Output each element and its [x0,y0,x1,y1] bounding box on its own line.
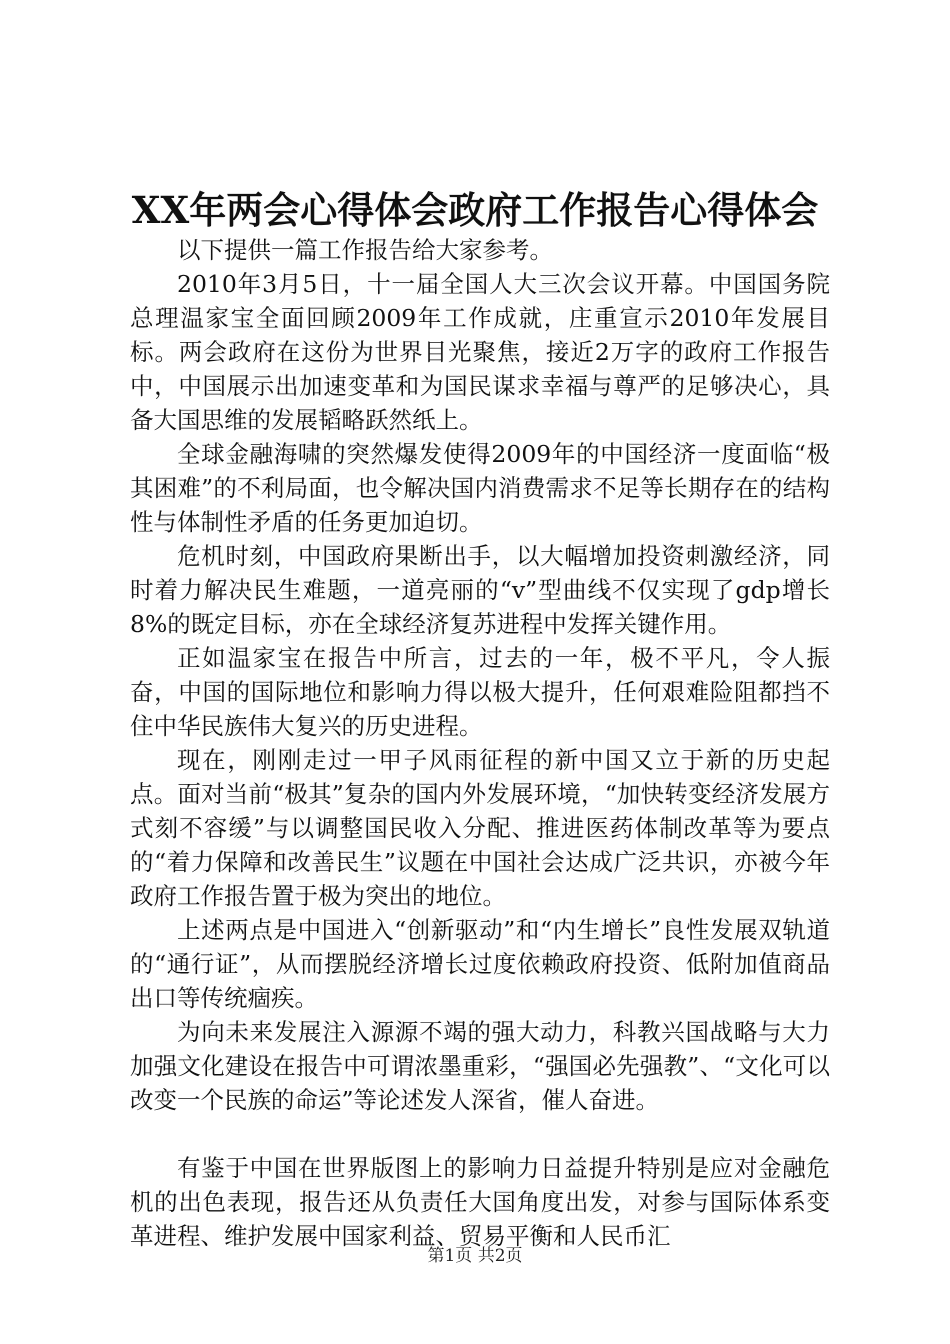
paragraph-opening: 2010年3月5日，十一届全国人大三次会议开幕。中国国务院总理温家宝全面回顾2009年工作成就，庄重宣示2010年发展目标。两会政府在这份为世界目光聚焦，接近2万字的政府工作报告中，中国展示出加速变革和为国民谋求幸福与尊严的足够决心，具备大国思维的发展韬略跃然纸上。 [130,270,830,434]
paragraph-education-culture: 为向未来发展注入源源不竭的强大动力，科教兴国战略与大力加强文化建设在报告中可谓浓墨重彩，“强国必先强教”、“文化可以改变一个民族的命运”等论述发人深省，催人奋进。 [130,1018,830,1114]
paragraph-financial-crisis: 全球金融海啸的突然爆发使得2009年的中国经济一度面临“极其困难”的不利局面，也令解决国内消费需求不足等长期存在的结构性与体制性矛盾的任务更加迫切。 [130,440,830,536]
paragraph-intro: 以下提供一篇工作报告给大家参考。 [177,236,553,264]
paragraph-dual-track: 上述两点是中国进入“创新驱动”和“内生增长”良性发展双轨道的“通行证”，从而摆脱经济增长过度依赖政府投资、低附加值商品出口等传统痼疾。 [130,916,830,1012]
paragraph-wen-jiabao-quote: 正如温家宝在报告中所言，过去的一年，极不平凡，令人振奋，中国的国际地位和影响力得以极大提升，任何艰难险阻都挡不住中华民族伟大复兴的历史进程。 [130,644,830,740]
document-title: XX年两会心得体会政府工作报告心得体会 [131,188,819,232]
document-body [130,233,830,1253]
paragraph-government-response: 危机时刻，中国政府果断出手，以大幅增加投资刺激经济，同时着力解决民生难题，一道亮丽的“v”型曲线不仅实现了gdp增长8%的既定目标，亦在全球经济复苏进程中发挥关键作用。 [130,542,830,638]
paragraph-new-starting-point: 现在，刚刚走过一甲子风雨征程的新中国又立于新的历史起点。面对当前“极其”复杂的国内外发展环境，“加快转变经济发展方式刻不容缓”与以调整国民收入分配、推进医药体制改革等为要点的“着力保障和改善民生”议题在中国社会达成广泛共识，亦被今年政府工作报告置于极为突出的地位。 [130,746,830,910]
page-footer: 第1页 共2页 [427,1246,523,1266]
paragraph-international-role: 有鉴于中国在世界版图上的影响力日益提升特别是应对金融危机的出色表现，报告还从负责任大国角度出发，对参与国际体系变革进程、维护发展中国家利益、贸易平衡和人民币汇 [130,1154,830,1250]
